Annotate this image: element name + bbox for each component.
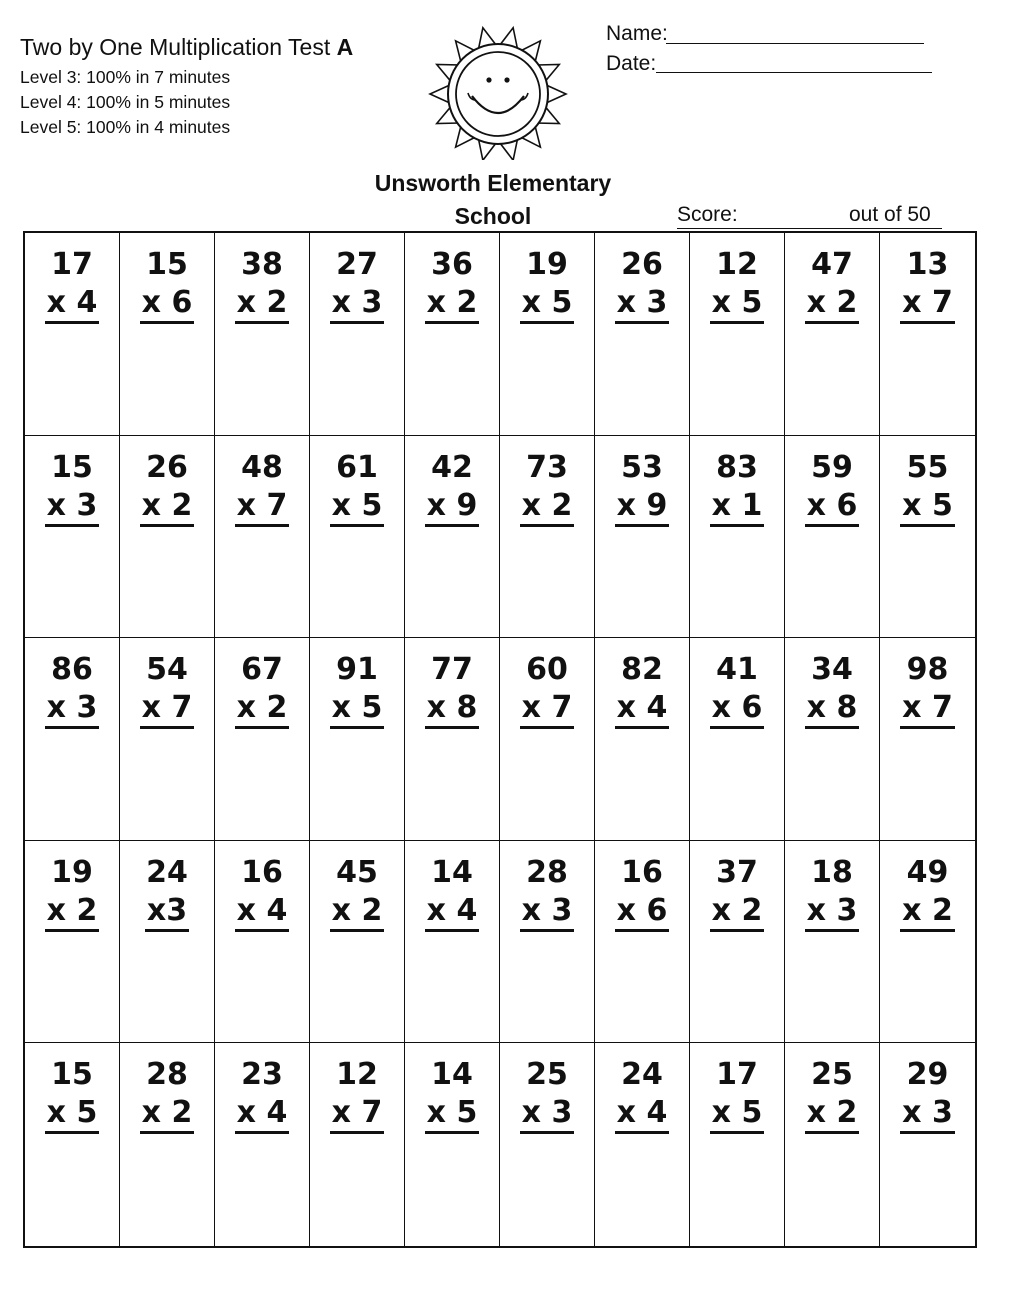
multiplicand: 82 — [621, 652, 663, 688]
multiplier: x 4 — [235, 893, 290, 932]
problem-cell[interactable] — [405, 1043, 500, 1246]
score-out-of: out of 50 — [849, 203, 931, 226]
problem-cell[interactable] — [500, 841, 595, 1044]
multiplier: x 4 — [425, 893, 480, 932]
multiplicand: 23 — [241, 1057, 283, 1093]
problem-grid — [23, 231, 977, 1248]
problem-cell[interactable] — [215, 436, 310, 639]
problem-cell[interactable] — [690, 841, 785, 1044]
multiplier: x 5 — [330, 488, 385, 527]
multiplicand: 83 — [716, 449, 758, 485]
problem-cell[interactable] — [310, 233, 405, 436]
problem-cell[interactable] — [120, 233, 215, 436]
problem-cell[interactable] — [880, 436, 975, 639]
problem-cell[interactable] — [880, 841, 975, 1044]
problem-cell[interactable] — [880, 638, 975, 841]
multiplicand: 45 — [336, 854, 378, 890]
multiplicand: 61 — [336, 449, 378, 485]
test-version: A — [336, 34, 354, 60]
problem-cell[interactable] — [215, 1043, 310, 1246]
multiplier: x 7 — [520, 690, 575, 729]
multiplier: x 3 — [45, 690, 100, 729]
multiplicand: 13 — [906, 247, 949, 282]
multiplicand: 53 — [621, 449, 663, 485]
multiplier: x 7 — [140, 690, 195, 729]
problem-cell[interactable] — [215, 233, 310, 436]
multiplier: x 2 — [710, 893, 765, 932]
multiplier: x3 — [145, 893, 189, 932]
multiplier: x 2 — [900, 893, 955, 932]
multiplicand: 73 — [526, 449, 568, 485]
problem-cell[interactable] — [500, 1043, 595, 1246]
multiplier: x 5 — [330, 690, 385, 729]
problem-cell[interactable] — [690, 1043, 785, 1246]
multiplier: x 6 — [805, 488, 860, 527]
multiplier: x 2 — [140, 488, 195, 527]
problem-cell[interactable] — [120, 436, 215, 639]
multiplicand: 77 — [431, 652, 473, 688]
problem-cell[interactable] — [500, 436, 595, 639]
multiplier: x 4 — [615, 1095, 670, 1134]
multiplier: x 5 — [710, 285, 765, 324]
multiplicand: 28 — [526, 854, 568, 890]
multiplicand: 98 — [906, 652, 949, 688]
date-label: Date: — [606, 52, 657, 75]
multiplicand: 49 — [906, 854, 949, 890]
multiplier: x 7 — [900, 690, 955, 729]
multiplier: x 3 — [520, 1095, 575, 1134]
problem-cell[interactable] — [215, 638, 310, 841]
multiplicand: 16 — [621, 854, 663, 890]
multiplicand: 15 — [146, 247, 188, 282]
multiplier: x 1 — [710, 488, 765, 527]
multiplicand: 17 — [716, 1057, 758, 1093]
multiplicand: 25 — [811, 1057, 853, 1093]
multiplier: x 3 — [615, 285, 670, 324]
multiplicand: 42 — [431, 449, 473, 485]
problem-cell[interactable] — [690, 436, 785, 639]
problem-cell[interactable] — [25, 841, 120, 1044]
level-3-goal: Level 3: 100% in 7 minutes — [20, 67, 231, 87]
problem-cell[interactable] — [690, 233, 785, 436]
multiplicand: 28 — [146, 1057, 188, 1093]
score-blank-line[interactable] — [677, 228, 942, 229]
problem-cell[interactable] — [310, 841, 405, 1044]
multiplier: x 3 — [330, 285, 385, 324]
multiplicand: 19 — [526, 247, 568, 282]
multiplier: x 6 — [615, 893, 670, 932]
school-name-line2: School — [454, 203, 532, 229]
multiplicand: 47 — [811, 247, 853, 282]
multiplicand: 17 — [51, 247, 93, 282]
multiplier: x 3 — [900, 1095, 955, 1134]
multiplicand: 14 — [431, 854, 473, 890]
problem-cell[interactable] — [310, 436, 405, 639]
multiplicand: 24 — [621, 1057, 663, 1093]
test-title-main: Two by One Multiplication Test — [20, 34, 331, 60]
problem-cell[interactable] — [310, 638, 405, 841]
name-label: Name: — [606, 22, 668, 45]
multiplier: x 4 — [235, 1095, 290, 1134]
multiplier: x 2 — [805, 285, 860, 324]
multiplicand: 16 — [241, 854, 283, 890]
multiplier: x 2 — [330, 893, 385, 932]
multiplier: x 9 — [425, 488, 480, 527]
multiplicand: 48 — [241, 449, 283, 485]
multiplicand: 91 — [336, 652, 378, 688]
multiplier: x 5 — [710, 1095, 765, 1134]
problem-cell[interactable] — [785, 841, 880, 1044]
multiplier: x 5 — [45, 1095, 100, 1134]
problem-cell[interactable] — [120, 841, 215, 1044]
problem-cell[interactable] — [25, 1043, 120, 1246]
problem-cell[interactable] — [785, 233, 880, 436]
multiplier: x 2 — [45, 893, 100, 932]
problem-cell[interactable] — [595, 436, 690, 639]
problem-cell[interactable] — [595, 638, 690, 841]
problem-cell[interactable] — [25, 233, 120, 436]
multiplicand: 15 — [51, 1057, 93, 1093]
multiplier: x 7 — [330, 1095, 385, 1134]
multiplicand: 86 — [51, 652, 93, 688]
multiplier: x 4 — [615, 690, 670, 729]
multiplicand: 55 — [906, 449, 949, 485]
multiplicand: 54 — [146, 652, 188, 688]
problem-cell[interactable] — [405, 436, 500, 639]
problem-cell[interactable] — [215, 841, 310, 1044]
multiplicand: 26 — [621, 247, 663, 282]
problem-cell[interactable] — [595, 233, 690, 436]
multiplier: x 2 — [140, 1095, 195, 1134]
multiplier: x 3 — [805, 893, 860, 932]
problem-cell[interactable] — [25, 436, 120, 639]
multiplicand: 34 — [811, 652, 853, 688]
multiplicand: 12 — [716, 247, 758, 282]
problem-cell[interactable] — [405, 233, 500, 436]
multiplier: x 5 — [520, 285, 575, 324]
score-label: Score: — [677, 203, 738, 226]
problem-cell[interactable] — [595, 841, 690, 1044]
multiplicand: 18 — [811, 854, 853, 890]
multiplicand: 25 — [526, 1057, 568, 1093]
problem-cell[interactable] — [405, 841, 500, 1044]
multiplicand: 60 — [526, 652, 568, 688]
multiplier: x 2 — [235, 285, 290, 324]
smiling-sun-clipart — [418, 20, 578, 160]
problem-cell[interactable] — [310, 1043, 405, 1246]
problem-cell[interactable] — [880, 1043, 975, 1246]
multiplicand: 29 — [906, 1057, 949, 1093]
multiplicand: 12 — [336, 1057, 378, 1093]
multiplier: x 4 — [45, 285, 100, 324]
multiplicand: 14 — [431, 1057, 473, 1093]
multiplier: x 2 — [805, 1095, 860, 1134]
problem-cell[interactable] — [120, 1043, 215, 1246]
multiplicand: 36 — [431, 247, 473, 282]
multiplier: x 5 — [900, 488, 955, 527]
multiplier: x 6 — [140, 285, 195, 324]
multiplier: x 8 — [425, 690, 480, 729]
name-blank-line[interactable] — [666, 43, 924, 44]
problem-cell[interactable] — [25, 638, 120, 841]
problem-cell[interactable] — [500, 233, 595, 436]
problem-cell[interactable] — [500, 638, 595, 841]
multiplicand: 19 — [51, 854, 93, 890]
problem-cell[interactable] — [120, 638, 215, 841]
problem-cell[interactable] — [405, 638, 500, 841]
problem-cell[interactable] — [785, 436, 880, 639]
multiplicand: 59 — [811, 449, 853, 485]
multiplicand: 67 — [241, 652, 283, 688]
level-5-goal: Level 5: 100% in 4 minutes — [20, 117, 231, 137]
multiplicand: 26 — [146, 449, 188, 485]
multiplier: x 7 — [900, 285, 955, 324]
level-4-goal: Level 4: 100% in 5 minutes — [20, 92, 231, 112]
problem-cell[interactable] — [785, 1043, 880, 1246]
school-name-line1: Unsworth Elementary — [374, 170, 612, 196]
multiplier: x 2 — [235, 690, 290, 729]
multiplier: x 7 — [235, 488, 290, 527]
multiplier: x 6 — [710, 690, 765, 729]
multiplicand: 15 — [51, 449, 93, 485]
multiplicand: 37 — [716, 854, 758, 890]
multiplier: x 5 — [425, 1095, 480, 1134]
multiplicand: 38 — [241, 247, 283, 282]
multiplier: x 3 — [520, 893, 575, 932]
problem-cell[interactable] — [880, 233, 975, 436]
multiplicand: 41 — [716, 652, 758, 688]
multiplicand: 27 — [336, 247, 378, 282]
problem-cell[interactable] — [785, 638, 880, 841]
test-title — [20, 34, 353, 61]
multiplier: x 8 — [805, 690, 860, 729]
multiplicand: 24 — [146, 854, 188, 890]
problem-cell[interactable] — [690, 638, 785, 841]
multiplier: x 2 — [425, 285, 480, 324]
multiplier: x 9 — [615, 488, 670, 527]
multiplier: x 3 — [45, 488, 100, 527]
problem-cell[interactable] — [595, 1043, 690, 1246]
date-blank-line[interactable] — [656, 72, 932, 73]
multiplier: x 2 — [520, 488, 575, 527]
